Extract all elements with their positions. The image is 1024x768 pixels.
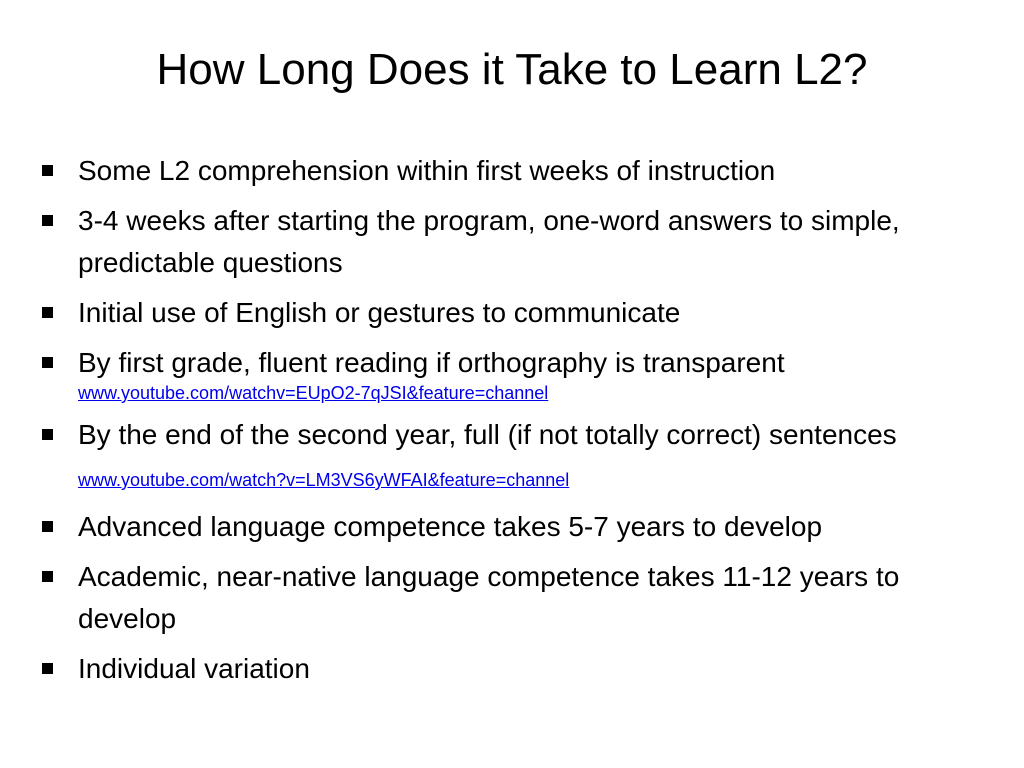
bullet-item bbox=[42, 292, 992, 334]
youtube-link[interactable]: www.youtube.com/watchv=EUpO2-7qJSI&feature=channel bbox=[78, 383, 549, 403]
bullet-item bbox=[42, 200, 992, 284]
bullet-item bbox=[42, 150, 992, 192]
square-bullet-icon bbox=[42, 663, 53, 674]
bullet-text: Initial use of English or gestures to communicate bbox=[78, 297, 681, 328]
bullet-item bbox=[42, 414, 992, 498]
bullet-item bbox=[42, 556, 992, 640]
square-bullet-icon bbox=[42, 165, 53, 176]
slide-title: How Long Does it Take to Learn L2? bbox=[156, 45, 868, 94]
bullet-item bbox=[42, 342, 992, 406]
bullet-item bbox=[42, 648, 992, 690]
square-bullet-icon bbox=[42, 429, 53, 440]
square-bullet-icon bbox=[42, 571, 53, 582]
bullet-text: By the end of the second year, full (if not totally correct) sentences bbox=[78, 419, 897, 450]
square-bullet-icon bbox=[42, 307, 53, 318]
youtube-link[interactable]: www.youtube.com/watch?v=LM3VS6yWFAI&feature=channel bbox=[78, 470, 570, 490]
bullet-list bbox=[42, 150, 992, 698]
bullet-text: Academic, near-native language competence takes 11-12 years to develop bbox=[78, 561, 900, 634]
square-bullet-icon bbox=[42, 357, 53, 368]
bullet-text: Some L2 comprehension within first weeks of instruction bbox=[78, 155, 776, 186]
bullet-item bbox=[42, 506, 992, 548]
bullet-text: 3-4 weeks after starting the program, one-word answers to simple, predictable questions bbox=[78, 205, 900, 278]
square-bullet-icon bbox=[42, 215, 53, 226]
bullet-text: Individual variation bbox=[78, 653, 310, 684]
bullet-text: By first grade, fluent reading if orthography is transparent bbox=[78, 347, 785, 378]
square-bullet-icon bbox=[42, 521, 53, 532]
bullet-text: Advanced language competence takes 5-7 years to develop bbox=[78, 511, 823, 542]
